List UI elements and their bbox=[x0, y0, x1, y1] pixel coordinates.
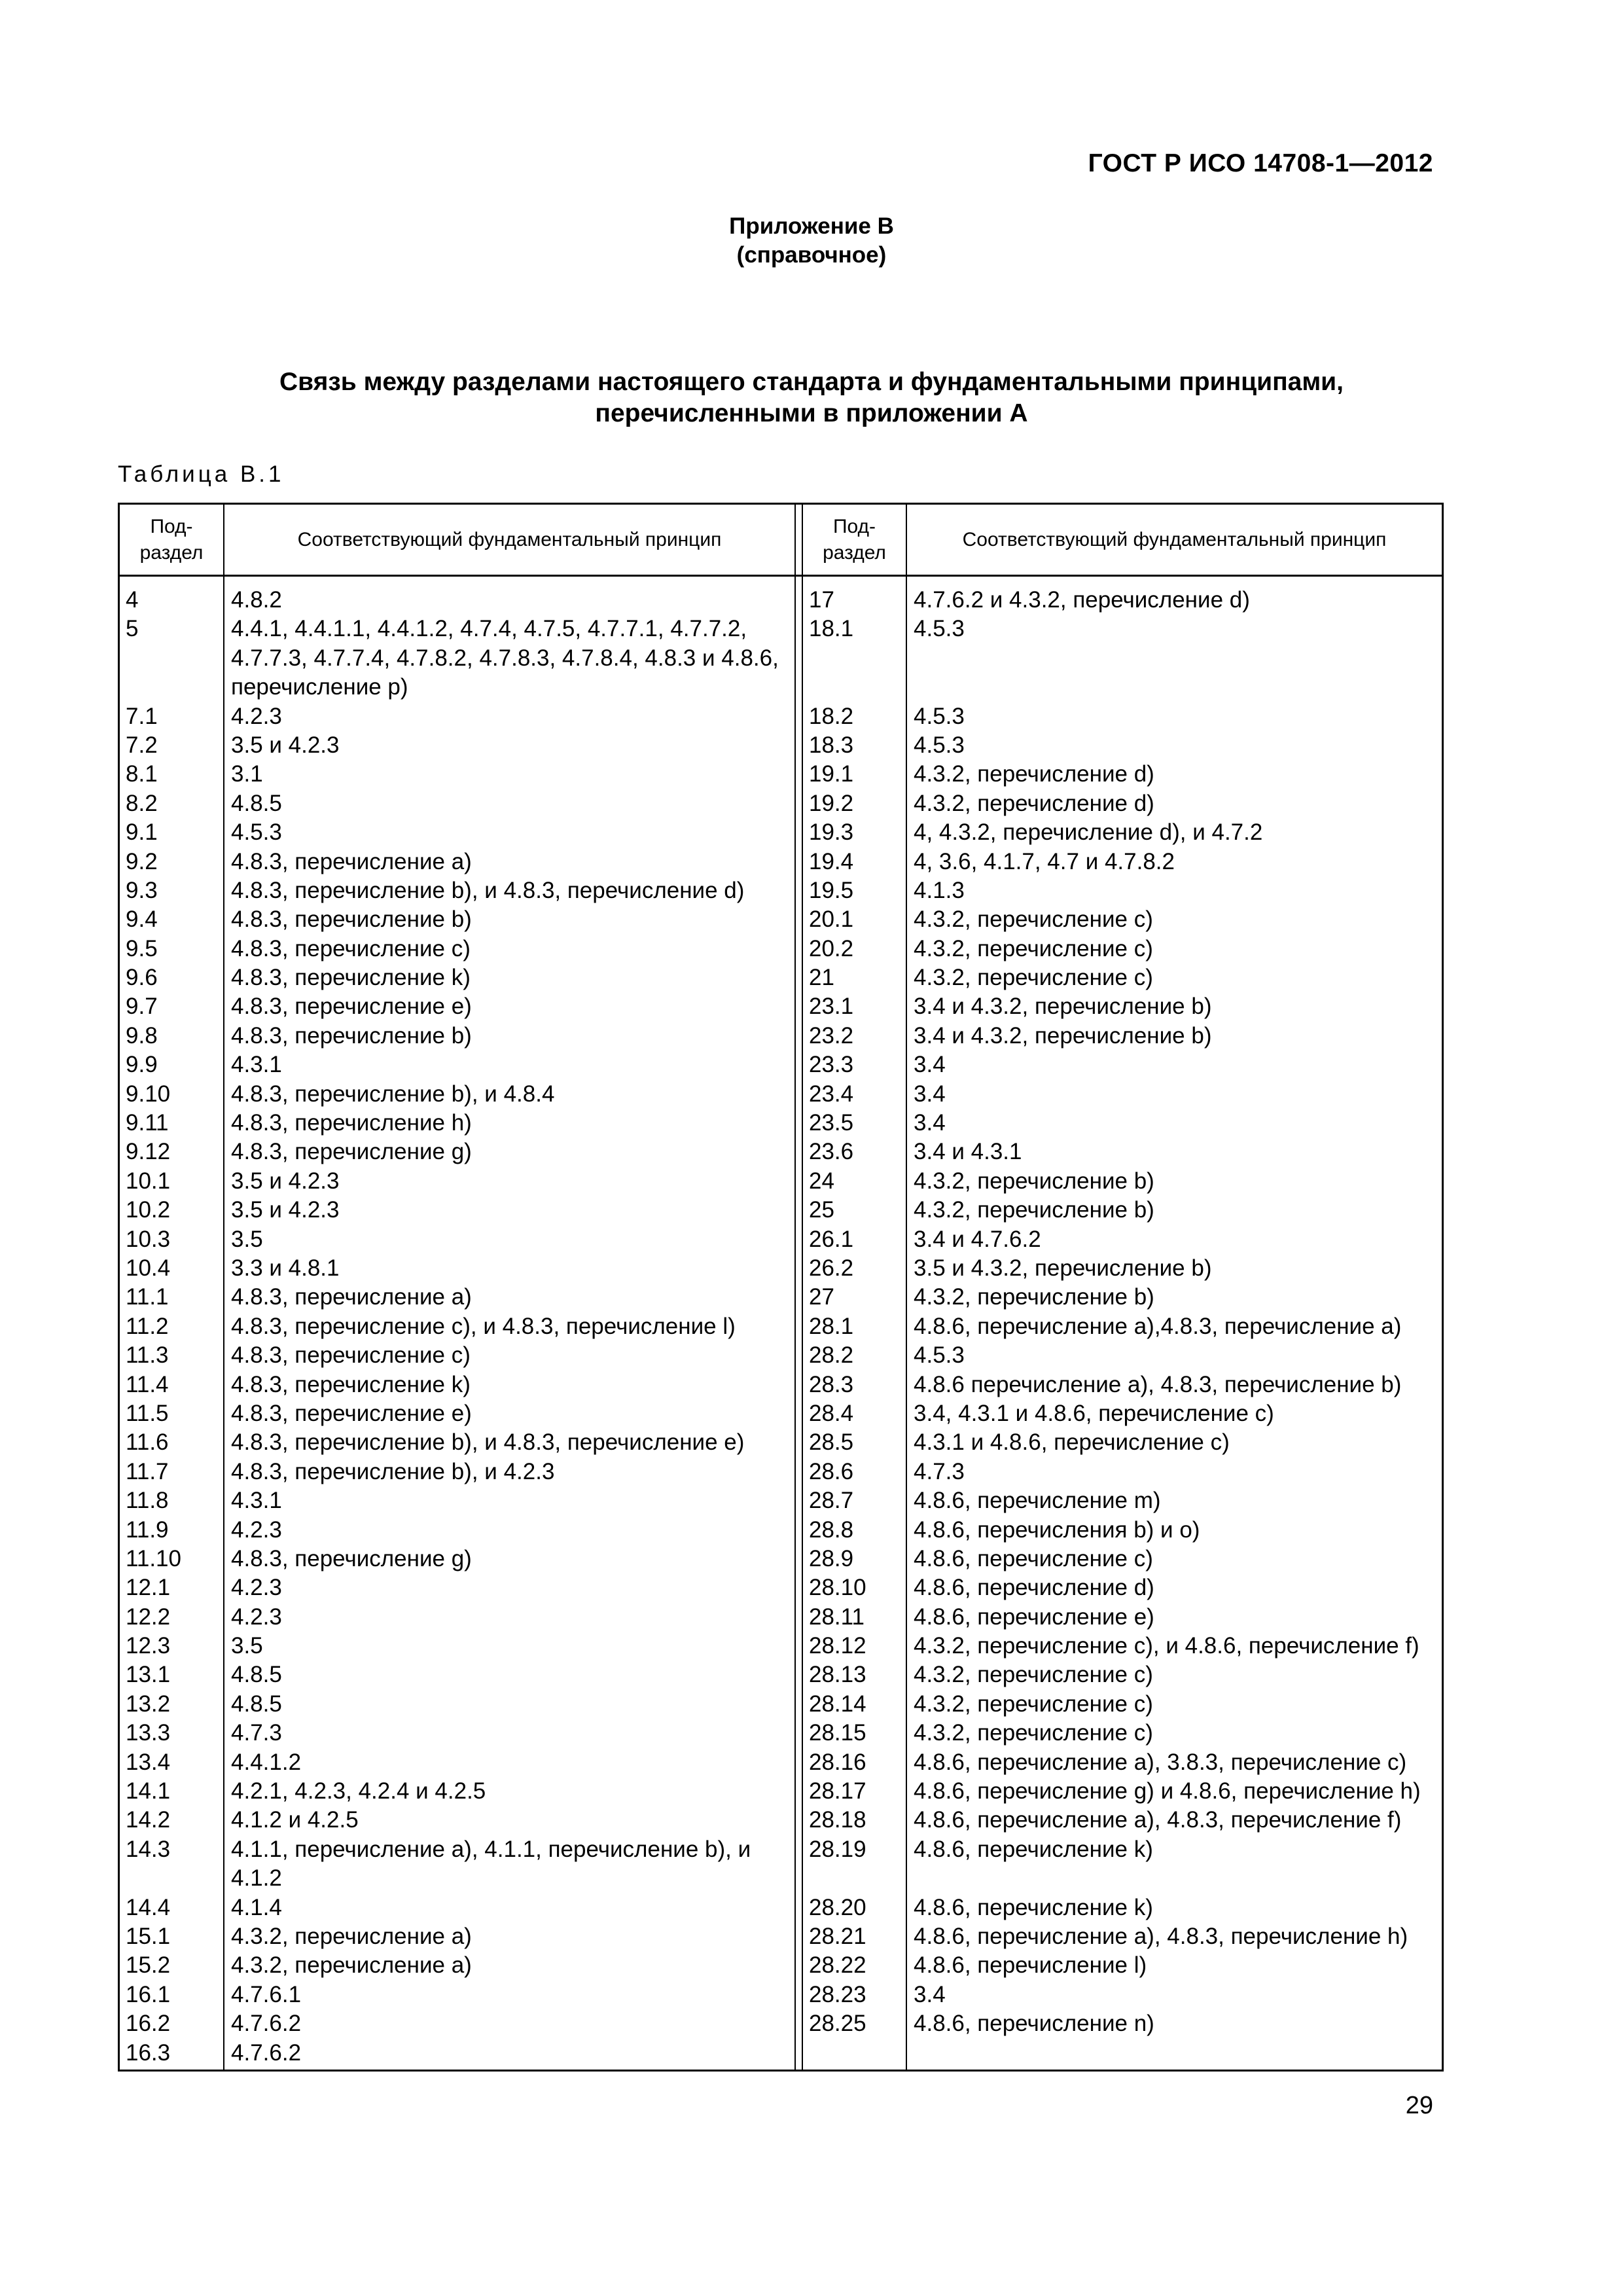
table-row-subsection: 11.2 bbox=[126, 1313, 169, 1339]
table-row-subsection: 14.4 bbox=[126, 1894, 171, 1920]
table-row-subsection: 20.2 bbox=[809, 935, 854, 961]
table-row-principle: 3.1 bbox=[231, 761, 263, 787]
table-row-subsection: 9.4 bbox=[126, 906, 158, 933]
table-row-principle: 4.8.6, перечисление a), 4.8.3, перечисление h) bbox=[914, 1924, 1408, 1949]
table-row-principle: 4.3.2, перечисление c) bbox=[914, 935, 1153, 961]
table-row-principle: 4.7.6.2 bbox=[231, 2011, 302, 2037]
main-title bbox=[0, 367, 1623, 429]
table-row-subsection: 9.9 bbox=[126, 1052, 158, 1078]
table-row-principle: 4.3.2, перечисление c) bbox=[914, 1662, 1153, 1688]
table-row-principle: 4.1.4 bbox=[231, 1894, 282, 1920]
table-row-principle: 4, 4.3.2, перечисление d), и 4.7.2 bbox=[914, 819, 1263, 846]
table-row-principle: 4.3.2, перечисление c) bbox=[914, 965, 1153, 991]
table-row-subsection: 28.4 bbox=[809, 1400, 854, 1426]
table-row-principle: 4.8.3, перечисление e) bbox=[231, 994, 472, 1020]
table-row-subsection: 11.1 bbox=[126, 1284, 169, 1310]
table-row-principle: 4.5.3 bbox=[231, 819, 282, 846]
table-row-subsection: 28.14 bbox=[809, 1691, 866, 1717]
table-row-subsection: 8.2 bbox=[126, 790, 158, 816]
table-row-subsection: 11.6 bbox=[126, 1429, 169, 1456]
table-row-principle: 4.7.3 bbox=[914, 1458, 965, 1484]
table-row-principle: 4.8.6, перечисление a), 4.8.3, перечисление f) bbox=[914, 1807, 1402, 1833]
table-row-principle: 4.8.6, перечисление a), 3.8.3, перечисление c) bbox=[914, 1749, 1407, 1775]
table-row-subsection: 28.12 bbox=[809, 1633, 866, 1659]
table-row-subsection: 21 bbox=[809, 965, 834, 991]
table-row-principle: 4.8.6, перечисление c) bbox=[914, 1545, 1153, 1571]
table-row-subsection: 11.5 bbox=[126, 1400, 169, 1426]
table-row-principle: 4.7.6.2 и 4.3.2, перечисление d) bbox=[914, 587, 1250, 613]
table-row-principle: 3.4 и 4.7.6.2 bbox=[914, 1226, 1041, 1252]
table-row-subsection: 11.8 bbox=[126, 1488, 169, 1514]
table-row-subsection: 12.1 bbox=[126, 1575, 171, 1601]
table-row-principle: 3.4 и 4.3.2, перечисление b) bbox=[914, 994, 1212, 1020]
table-row-principle: 4.8.3, перечисление h) bbox=[231, 1110, 472, 1136]
table-row-principle: 4.5.3 bbox=[914, 703, 965, 729]
table-row-principle: 4.8.3, перечисление e) bbox=[231, 1400, 472, 1426]
table-row-principle: 3.4 и 4.3.2, перечисление b) bbox=[914, 1022, 1212, 1049]
table-row-principle: 3.4 и 4.3.1 bbox=[914, 1139, 1022, 1165]
table-row-subsection: 23.5 bbox=[809, 1110, 854, 1136]
table-row-principle: 4.2.3 bbox=[231, 703, 282, 729]
table-row-principle: 4.8.5 bbox=[231, 790, 282, 816]
table-row-principle: 4.8.6, перечисление d) bbox=[914, 1575, 1154, 1601]
document-code: ГОСТ Р ИСО 14708-1—2012 bbox=[1088, 149, 1433, 177]
table-row-subsection: 13.2 bbox=[126, 1691, 171, 1717]
table-row-principle: 4.8.3, перечисление b), и 4.2.3 bbox=[231, 1458, 555, 1484]
table-row-principle: 4.4.1.2 bbox=[231, 1749, 302, 1775]
table-row-subsection: 28.23 bbox=[809, 1981, 866, 2007]
table-row-subsection: 28.17 bbox=[809, 1778, 866, 1804]
table-row-principle: 4.4.1, 4.4.1.1, 4.4.1.2, 4.7.4, 4.7.5, 4.7.7.1, 4.7.7.2, 4.7.7.3, 4.7.7.4, 4.7.8.2, 4.7.8.3, 4.7.8.4, 4.8.3 и 4.8.6, перечисление p) bbox=[231, 616, 779, 700]
table-row-principle: 4.5.3 bbox=[914, 616, 965, 642]
table-row-subsection: 19.2 bbox=[809, 790, 854, 816]
table-row-subsection: 28.18 bbox=[809, 1807, 866, 1833]
table-row-subsection: 14.1 bbox=[126, 1778, 171, 1804]
table-row-subsection: 14.2 bbox=[126, 1807, 171, 1833]
table-row-subsection: 28.7 bbox=[809, 1488, 854, 1514]
table-row-principle: 4.7.6.1 bbox=[231, 1981, 302, 2007]
table-row-principle: 4.8.5 bbox=[231, 1662, 282, 1688]
table-row-subsection: 28.9 bbox=[809, 1545, 854, 1571]
header-subsection-line-1: Под- bbox=[832, 515, 876, 537]
table-row-subsection: 11.3 bbox=[126, 1342, 169, 1369]
table-row-subsection: 19.1 bbox=[809, 761, 854, 787]
header-principle-right: Соответствующий фундаментальный принцип bbox=[962, 528, 1387, 550]
table-row-principle: 3.5 bbox=[231, 1633, 263, 1659]
table-row-subsection: 15.1 bbox=[126, 1924, 171, 1949]
header-subsection-line-1: Под- bbox=[150, 515, 193, 537]
header-subsection-line-2: раздел bbox=[823, 541, 886, 564]
table-row-principle: 4.8.6, перечисление a),4.8.3, перечисление a) bbox=[914, 1313, 1402, 1339]
table-row-principle: 4.2.3 bbox=[231, 1604, 282, 1630]
table-row-principle: 4.3.1 bbox=[231, 1052, 282, 1078]
table-row-subsection: 18.3 bbox=[809, 732, 854, 758]
column-divider bbox=[906, 503, 907, 2072]
table-row-subsection: 11.4 bbox=[126, 1371, 169, 1397]
table-row-principle: 4.3.2, перечисление b) bbox=[914, 1284, 1154, 1310]
table-row-principle: 3.5 и 4.2.3 bbox=[231, 1168, 340, 1194]
table-row-principle: 4.3.2, перечисление d) bbox=[914, 790, 1154, 816]
table-row-principle: 3.4, 4.3.1 и 4.8.6, перечисление c) bbox=[914, 1400, 1274, 1426]
table-row-subsection: 8.1 bbox=[126, 761, 158, 787]
table-row-principle: 3.4 bbox=[914, 1081, 946, 1107]
table-row-subsection: 18.2 bbox=[809, 703, 854, 729]
table-row-subsection: 9.2 bbox=[126, 848, 158, 874]
table-row-principle: 4.8.6, перечисление m) bbox=[914, 1488, 1161, 1514]
table-row-principle: 4.3.2, перечисление a) bbox=[231, 1924, 472, 1949]
table-row-principle: 3.5 и 4.3.2, перечисление b) bbox=[914, 1255, 1212, 1281]
table-row-subsection: 28.11 bbox=[809, 1604, 865, 1630]
annex-title: Приложение В bbox=[729, 213, 894, 239]
table-row-subsection: 19.4 bbox=[809, 848, 854, 874]
table-row-subsection: 26.2 bbox=[809, 1255, 854, 1281]
table-row-principle: 4.8.3, перечисление c) bbox=[231, 935, 471, 961]
table-row-principle: 4.8.3, перечисление c) bbox=[231, 1342, 471, 1369]
table-row-principle: 3.5 и 4.2.3 bbox=[231, 732, 340, 758]
page-number: 29 bbox=[1405, 2092, 1433, 2119]
table-row-subsection: 9.11 bbox=[126, 1110, 169, 1136]
table-row-principle: 4.8.3, перечисление b), и 4.8.3, перечисление e) bbox=[231, 1429, 745, 1456]
table-row-subsection: 18.1 bbox=[809, 616, 854, 642]
table-row-subsection: 13.4 bbox=[126, 1749, 171, 1775]
table-row-principle: 3.4 bbox=[914, 1052, 946, 1078]
table-row-principle: 3.3 и 4.8.1 bbox=[231, 1255, 340, 1281]
table-row-subsection: 12.2 bbox=[126, 1604, 171, 1630]
table-row-subsection: 24 bbox=[809, 1168, 834, 1194]
table-row-principle: 4.3.2, перечисление d) bbox=[914, 761, 1154, 787]
table-row-subsection: 23.3 bbox=[809, 1052, 854, 1078]
table-row-principle: 4.8.2 bbox=[231, 587, 282, 613]
table-row-principle: 4.8.3, перечисление k) bbox=[231, 1371, 471, 1397]
left-subsection-column bbox=[126, 586, 221, 2068]
table-row-subsection: 28.20 bbox=[809, 1894, 866, 1920]
table-row-principle: 4.8.3, перечисление g) bbox=[231, 1545, 472, 1571]
table-row-principle: 4.3.1 bbox=[231, 1488, 282, 1514]
main-title-line-1: Связь между разделами настоящего стандарта и фундаментальными принципами, bbox=[279, 368, 1344, 396]
table-row-subsection: 11.9 bbox=[126, 1516, 169, 1543]
right-principle-column bbox=[914, 586, 1441, 2039]
table-row-principle: 4.3.2, перечисление c) bbox=[914, 1691, 1153, 1717]
table-row-principle: 4.3.2, перечисление b) bbox=[914, 1197, 1154, 1223]
header-subsection-right bbox=[803, 505, 906, 575]
table-row-subsection: 26.1 bbox=[809, 1226, 854, 1252]
table-row-principle: 4.3.2, перечисление c) bbox=[914, 906, 1153, 933]
table-row-principle: 4.8.3, перечисление a) bbox=[231, 848, 472, 874]
table-row-principle: 4.8.3, перечисление b), и 4.8.4 bbox=[231, 1081, 555, 1107]
table-row-principle: 4.7.3 bbox=[231, 1720, 282, 1746]
table-row-subsection: 9.7 bbox=[126, 994, 158, 1020]
table-row-subsection: 10.1 bbox=[126, 1168, 171, 1194]
header-principle-left: Соответствующий фундаментальный принцип bbox=[297, 528, 722, 550]
table-row-subsection: 28.21 bbox=[809, 1924, 866, 1949]
table-row-subsection: 17 bbox=[809, 587, 834, 613]
table-row-principle: 3.4 bbox=[914, 1981, 946, 2007]
table-row-subsection: 10.4 bbox=[126, 1255, 171, 1281]
header-subsection-line-2: раздел bbox=[139, 541, 204, 564]
table-row-subsection: 11.10 bbox=[126, 1545, 181, 1571]
table-row-principle: 4.8.3, перечисление b), и 4.8.3, перечисление d) bbox=[231, 877, 745, 903]
left-principle-column bbox=[231, 586, 791, 2068]
table-row-subsection: 15.2 bbox=[126, 1952, 171, 1979]
table-row-principle: 4.2.3 bbox=[231, 1516, 282, 1543]
table-row-principle: 4.3.2, перечисление a) bbox=[231, 1952, 472, 1979]
table-row-principle: 3.4 bbox=[914, 1110, 946, 1136]
table-row-subsection: 13.1 bbox=[126, 1662, 171, 1688]
table-row-principle: 4.8.6, перечисление g) и 4.8.6, перечисление h) bbox=[914, 1778, 1421, 1804]
table-row-principle: 4.8.3, перечисление c), и 4.8.3, перечисление l) bbox=[231, 1313, 736, 1339]
table-row-subsection: 28.16 bbox=[809, 1749, 866, 1775]
table-row-subsection: 23.6 bbox=[809, 1139, 854, 1165]
table-row-principle: 4.8.3, перечисление a) bbox=[231, 1284, 472, 1310]
table-row-subsection: 28.6 bbox=[809, 1458, 854, 1484]
table-row-subsection: 28.8 bbox=[809, 1516, 854, 1543]
table-row-principle: 4.8.6, перечисление k) bbox=[914, 1836, 1153, 1862]
table-row-subsection: 28.22 bbox=[809, 1952, 866, 1979]
table-row-principle: 4.1.2 и 4.2.5 bbox=[231, 1807, 359, 1833]
table-row-subsection: 25 bbox=[809, 1197, 834, 1223]
right-subsection-column bbox=[809, 586, 904, 2039]
table-row-principle: 3.5 и 4.2.3 bbox=[231, 1197, 340, 1223]
table-row-principle: 4.2.3 bbox=[231, 1575, 282, 1601]
table-row-subsection: 19.3 bbox=[809, 819, 854, 846]
table-row-subsection: 10.3 bbox=[126, 1226, 171, 1252]
table-row-subsection: 9.10 bbox=[126, 1081, 171, 1107]
table-row-principle: 4.3.2, перечисление c), и 4.8.6, перечисление f) bbox=[914, 1633, 1419, 1659]
table-row-subsection: 28.5 bbox=[809, 1429, 854, 1456]
annex-kind: (справочное) bbox=[736, 242, 887, 268]
column-divider bbox=[794, 503, 796, 2072]
header-subsection-left bbox=[120, 505, 223, 575]
column-divider bbox=[223, 503, 224, 2072]
table-row-subsection: 23.1 bbox=[809, 994, 854, 1020]
table-row-subsection: 28.2 bbox=[809, 1342, 854, 1369]
table-row-subsection: 14.3 bbox=[126, 1836, 171, 1862]
table-row-principle: 4.8.5 bbox=[231, 1691, 282, 1717]
header-divider bbox=[118, 575, 1444, 577]
table-row-principle: 4, 3.6, 4.1.7, 4.7 и 4.7.8.2 bbox=[914, 848, 1175, 874]
table-row-subsection: 16.3 bbox=[126, 2039, 171, 2066]
table-row-subsection: 16.1 bbox=[126, 1981, 171, 2007]
table-row-subsection: 20.1 bbox=[809, 906, 854, 933]
table-row-principle: 4.7.6.2 bbox=[231, 2039, 302, 2066]
table-row-principle: 4.8.6, перечисление k) bbox=[914, 1894, 1153, 1920]
table-row-principle: 3.5 bbox=[231, 1226, 263, 1252]
table-row-subsection: 9.3 bbox=[126, 877, 158, 903]
table-row-subsection: 7.1 bbox=[126, 703, 158, 729]
table-row-principle: 4.8.6, перечисление n) bbox=[914, 2011, 1154, 2037]
table-row-subsection: 5 bbox=[126, 616, 139, 642]
table-row-principle: 4.8.3, перечисление b) bbox=[231, 906, 472, 933]
table-row-principle: 4.8.3, перечисление b) bbox=[231, 1022, 472, 1049]
table-row-subsection: 28.25 bbox=[809, 2011, 866, 2037]
table-row-subsection: 28.15 bbox=[809, 1720, 866, 1746]
table-row-subsection: 28.3 bbox=[809, 1371, 854, 1397]
table-row-principle: 4.5.3 bbox=[914, 1342, 965, 1369]
main-title-line-2: перечисленными в приложении А bbox=[595, 399, 1028, 427]
table-row-principle: 4.8.3, перечисление g) bbox=[231, 1139, 472, 1165]
table-row-subsection: 9.12 bbox=[126, 1139, 171, 1165]
table-row-subsection: 23.4 bbox=[809, 1081, 854, 1107]
table-row-subsection: 28.1 bbox=[809, 1313, 854, 1339]
table-row-principle: 4.3.2, перечисление c) bbox=[914, 1720, 1153, 1746]
table-row-principle: 4.8.6, перечисление l) bbox=[914, 1952, 1147, 1979]
table-row-principle: 4.2.1, 4.2.3, 4.2.4 и 4.2.5 bbox=[231, 1778, 486, 1804]
table-row-subsection: 12.3 bbox=[126, 1633, 171, 1659]
table-row-subsection: 9.1 bbox=[126, 819, 158, 846]
table-caption: Таблица В.1 bbox=[118, 461, 285, 487]
table-row-subsection: 27 bbox=[809, 1284, 834, 1310]
table-row-subsection: 13.3 bbox=[126, 1720, 171, 1746]
table-row-principle: 4.1.3 bbox=[914, 877, 965, 903]
table-row-principle: 4.8.3, перечисление k) bbox=[231, 965, 471, 991]
table-row-principle: 4.3.1 и 4.8.6, перечисление c) bbox=[914, 1429, 1230, 1456]
table-row-principle: 4.3.2, перечисление b) bbox=[914, 1168, 1154, 1194]
table-row-subsection: 9.5 bbox=[126, 935, 158, 961]
table-row-principle: 4.5.3 bbox=[914, 732, 965, 758]
table-row-principle: 4.8.6 перечисление a), 4.8.3, перечисление b) bbox=[914, 1371, 1402, 1397]
column-divider bbox=[802, 503, 803, 2072]
table-row-subsection: 23.2 bbox=[809, 1022, 854, 1049]
table-row-principle: 4.8.6, перечисления b) и o) bbox=[914, 1516, 1200, 1543]
table-row-subsection: 7.2 bbox=[126, 732, 158, 758]
table-row-subsection: 11.7 bbox=[126, 1458, 169, 1484]
table-row-subsection: 28.13 bbox=[809, 1662, 866, 1688]
table-row-subsection: 28.10 bbox=[809, 1575, 866, 1601]
table-row-subsection: 9.8 bbox=[126, 1022, 158, 1049]
table-row-subsection: 9.6 bbox=[126, 965, 158, 991]
table-row-subsection: 4 bbox=[126, 587, 139, 613]
table-row-principle: 4.8.6, перечисление e) bbox=[914, 1604, 1154, 1630]
table-row-subsection: 28.19 bbox=[809, 1836, 866, 1862]
table-row-subsection: 19.5 bbox=[809, 877, 854, 903]
table-row-principle: 4.1.1, перечисление a), 4.1.1, перечисление b), и 4.1.2 bbox=[231, 1836, 751, 1892]
table-row-subsection: 10.2 bbox=[126, 1197, 171, 1223]
table-row-subsection: 16.2 bbox=[126, 2011, 171, 2037]
